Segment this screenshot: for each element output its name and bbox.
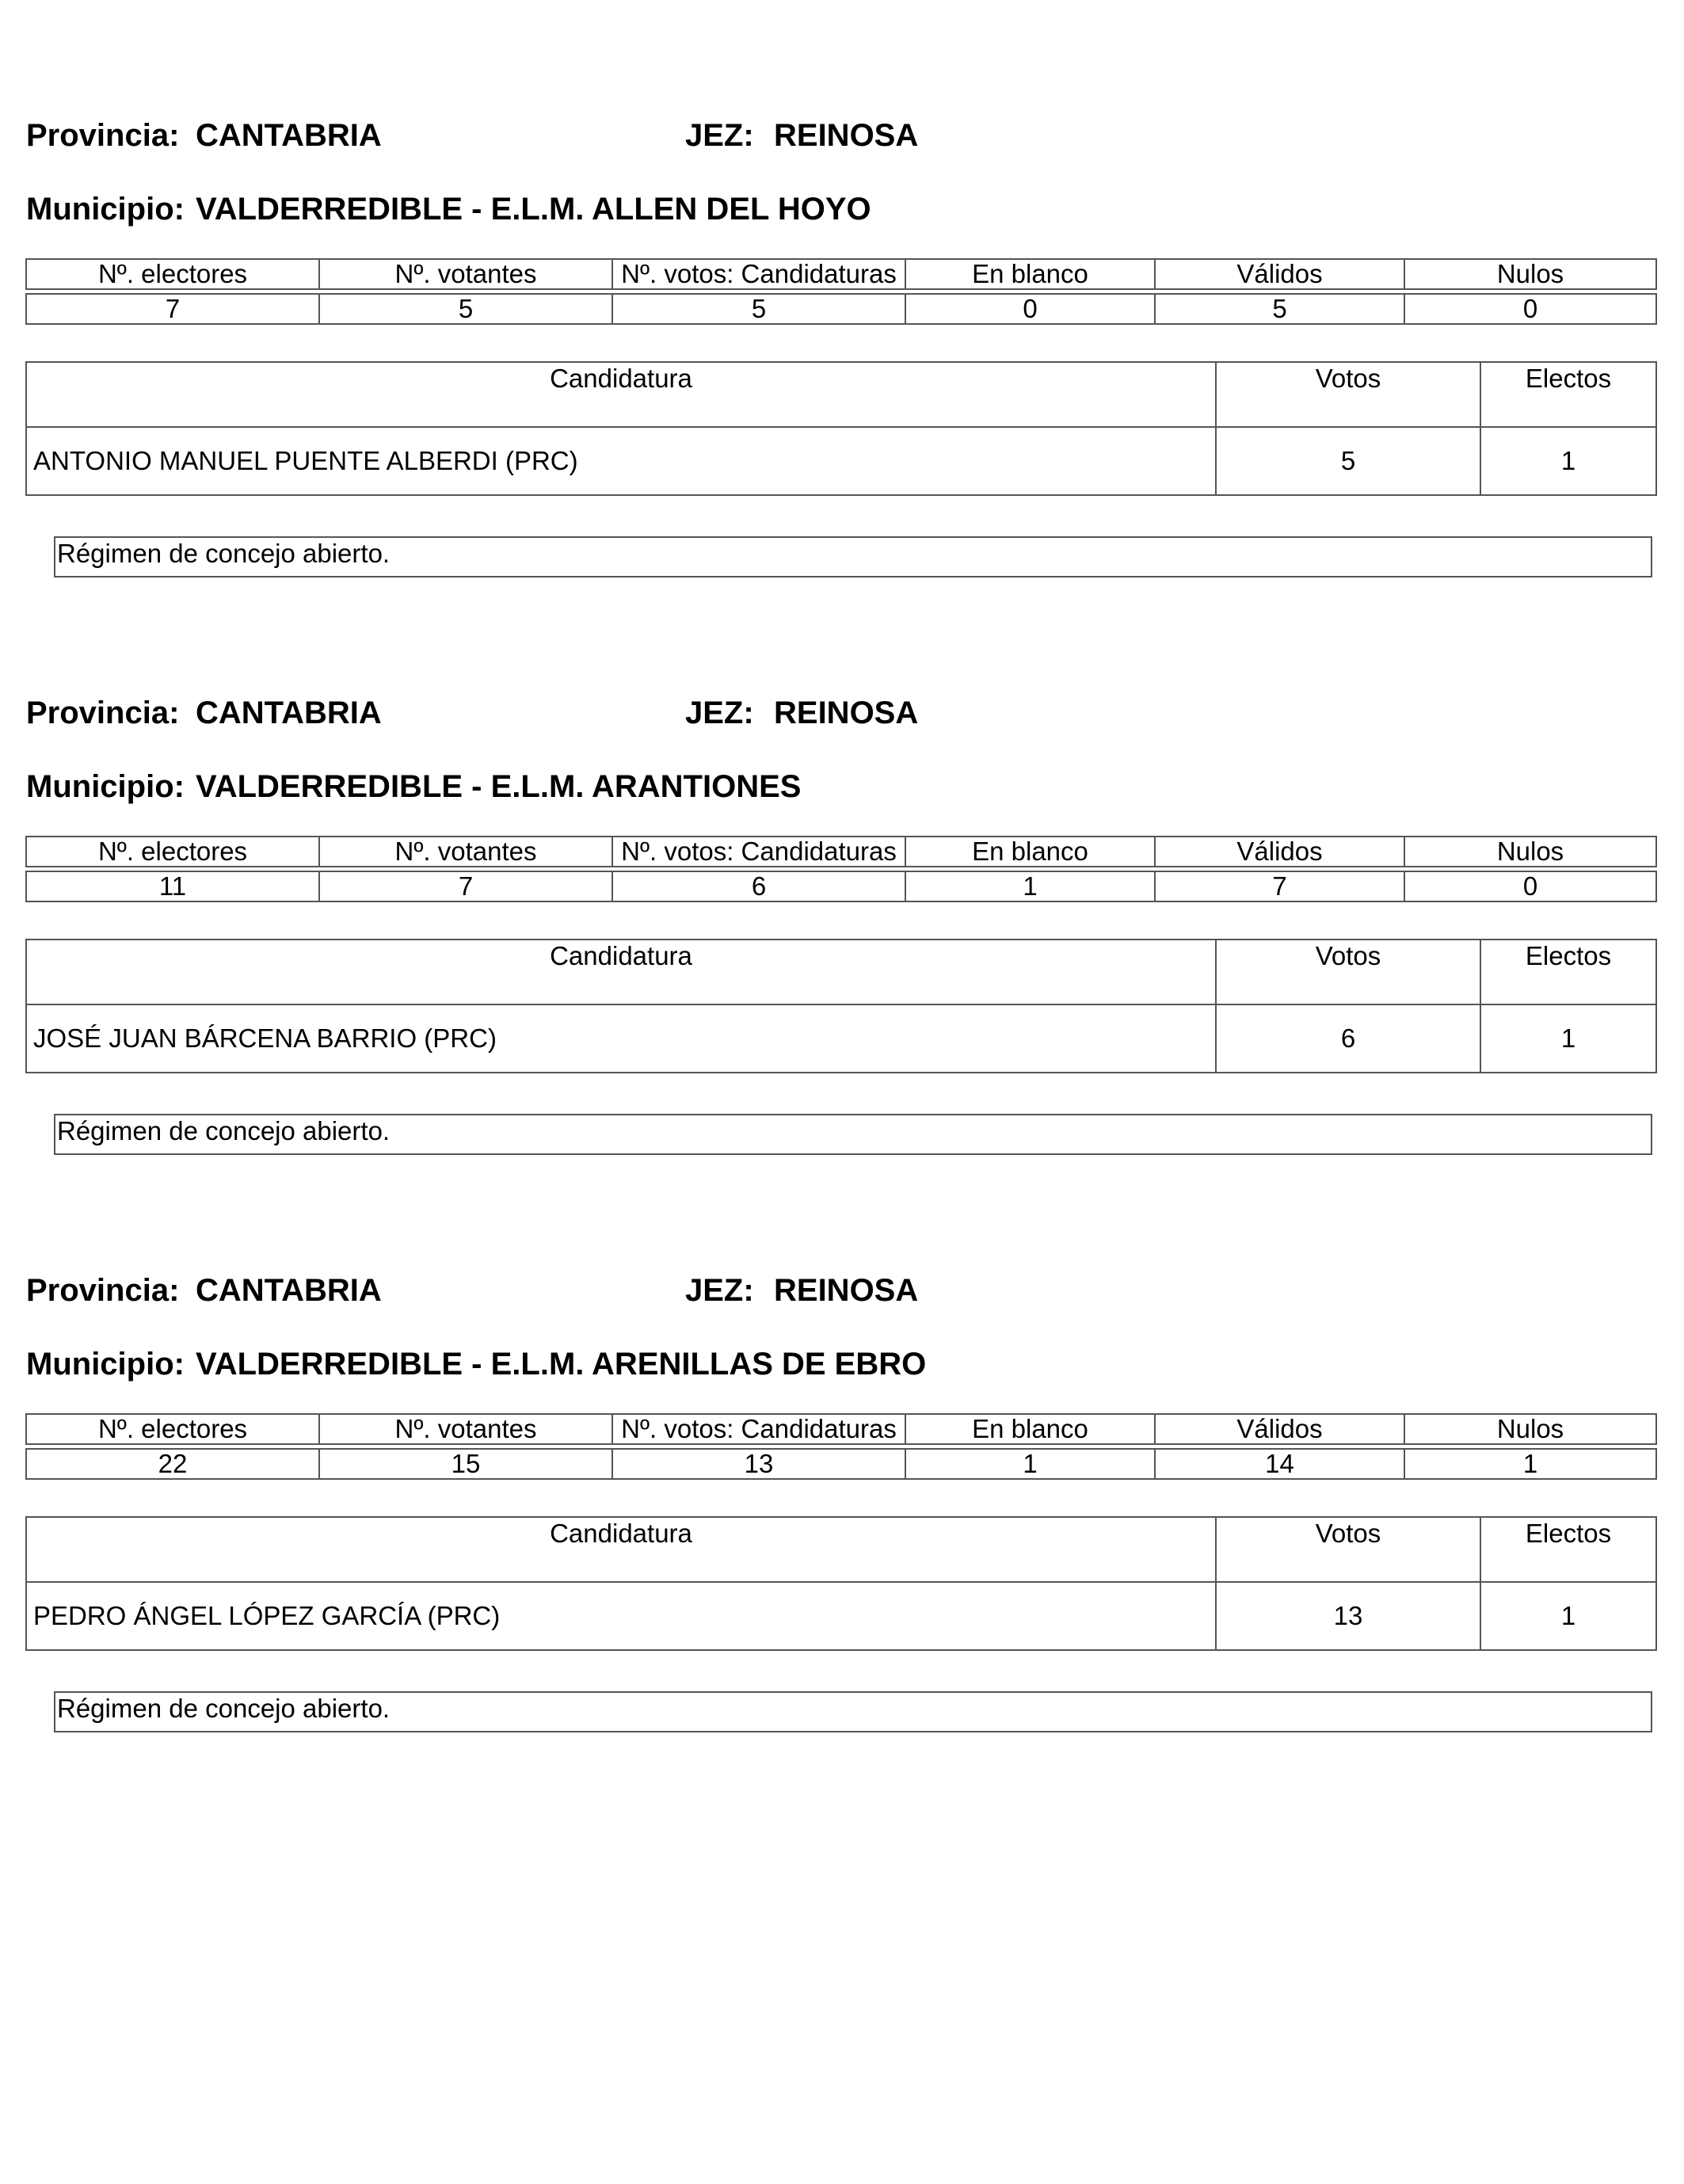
regimen-note: Régimen de concejo abierto.: [54, 536, 1652, 577]
provincia-value: CANTABRIA: [196, 118, 382, 153]
table-row: [26, 1582, 1656, 1650]
value-votos-candidaturas: 13: [612, 1449, 905, 1479]
header-validos: Válidos: [1155, 1414, 1404, 1444]
candidate-votos: 6: [1216, 1004, 1480, 1073]
candidate-name: ANTONIO MANUEL PUENTE ALBERDI (PRC): [26, 427, 1216, 495]
value-en-blanco: 1: [905, 871, 1155, 901]
summary-value-row: [26, 871, 1656, 901]
header-votos-candidaturas: Nº. votos: Candidaturas: [612, 259, 905, 289]
municipio-value: VALDERREDIBLE - E.L.M. ALLEN DEL HOYO: [196, 192, 871, 227]
value-en-blanco: 0: [905, 294, 1155, 324]
candidate-header-row: [26, 362, 1656, 427]
provincia-value: CANTABRIA: [196, 696, 382, 730]
summary-value-row: [26, 294, 1656, 324]
regimen-note: Régimen de concejo abierto.: [54, 1114, 1652, 1155]
regimen-note: Régimen de concejo abierto.: [54, 1691, 1652, 1732]
municipio-label: Municipio:: [26, 769, 185, 804]
header-votos: Votos: [1216, 940, 1480, 1004]
summary-table: [25, 258, 1657, 325]
municipio-label: Municipio:: [26, 192, 185, 227]
header-electos: Electos: [1480, 362, 1656, 427]
summary-header-row: [26, 259, 1656, 289]
header-votos-candidaturas: Nº. votos: Candidaturas: [612, 1414, 905, 1444]
jez-value: REINOSA: [774, 696, 919, 730]
value-validos: 5: [1155, 294, 1404, 324]
value-nulos: 1: [1404, 1449, 1656, 1479]
header-nulos: Nulos: [1404, 837, 1656, 867]
table-row: [26, 1004, 1656, 1073]
header-electos: Electos: [1480, 1517, 1656, 1582]
summary-value-row: [26, 1449, 1656, 1479]
header-votos: Votos: [1216, 1517, 1480, 1582]
candidate-electos: 1: [1480, 1582, 1656, 1650]
candidate-name: JOSÉ JUAN BÁRCENA BARRIO (PRC): [26, 1004, 1216, 1073]
header-validos: Válidos: [1155, 259, 1404, 289]
header-nulos: Nulos: [1404, 259, 1656, 289]
candidate-name: PEDRO ÁNGEL LÓPEZ GARCÍA (PRC): [26, 1582, 1216, 1650]
candidate-header-row: [26, 1517, 1656, 1582]
summary-table: [25, 836, 1657, 902]
value-votos-candidaturas: 6: [612, 871, 905, 901]
candidate-table: [25, 939, 1657, 1073]
provincia-label: Provincia:: [26, 118, 180, 153]
value-electores: 7: [26, 294, 319, 324]
candidate-electos: 1: [1480, 427, 1656, 495]
header-votantes: Nº. votantes: [319, 259, 612, 289]
value-electores: 11: [26, 871, 319, 901]
value-electores: 22: [26, 1449, 319, 1479]
header-votos: Votos: [1216, 362, 1480, 427]
header-candidatura: Candidatura: [26, 362, 1216, 427]
summary-header-row: [26, 837, 1656, 867]
value-votantes: 5: [319, 294, 612, 324]
header-en-blanco: En blanco: [905, 259, 1155, 289]
candidate-table: [25, 1516, 1657, 1651]
jez-value: REINOSA: [774, 1273, 919, 1308]
value-en-blanco: 1: [905, 1449, 1155, 1479]
value-nulos: 0: [1404, 294, 1656, 324]
header-nulos: Nulos: [1404, 1414, 1656, 1444]
value-validos: 7: [1155, 871, 1404, 901]
summary-header-row: [26, 1414, 1656, 1444]
candidate-votos: 5: [1216, 427, 1480, 495]
summary-table: [25, 1413, 1657, 1480]
header-candidatura: Candidatura: [26, 940, 1216, 1004]
header-en-blanco: En blanco: [905, 837, 1155, 867]
candidate-table: [25, 361, 1657, 496]
municipio-label: Municipio:: [26, 1347, 185, 1382]
header-electores: Nº. electores: [26, 1414, 319, 1444]
result-block: [0, 1155, 1684, 1733]
value-votantes: 15: [319, 1449, 612, 1479]
value-votos-candidaturas: 5: [612, 294, 905, 324]
header-votos-candidaturas: Nº. votos: Candidaturas: [612, 837, 905, 867]
value-nulos: 0: [1404, 871, 1656, 901]
header-en-blanco: En blanco: [905, 1414, 1155, 1444]
provincia-label: Provincia:: [26, 696, 180, 730]
candidate-votos: 13: [1216, 1582, 1480, 1650]
jez-label: JEZ:: [685, 118, 754, 153]
candidate-electos: 1: [1480, 1004, 1656, 1073]
result-block: [0, 577, 1684, 1156]
header-electores: Nº. electores: [26, 259, 319, 289]
table-row: [26, 427, 1656, 495]
value-votantes: 7: [319, 871, 612, 901]
provincia-label: Provincia:: [26, 1273, 180, 1308]
municipio-value: VALDERREDIBLE - E.L.M. ARENILLAS DE EBRO: [196, 1347, 927, 1382]
header-votantes: Nº. votantes: [319, 1414, 612, 1444]
jez-value: REINOSA: [774, 118, 919, 153]
jez-label: JEZ:: [685, 1273, 754, 1308]
header-electores: Nº. electores: [26, 837, 319, 867]
header-validos: Válidos: [1155, 837, 1404, 867]
municipio-value: VALDERREDIBLE - E.L.M. ARANTIONES: [196, 769, 802, 804]
jez-label: JEZ:: [685, 696, 754, 730]
candidate-header-row: [26, 940, 1656, 1004]
result-block: [0, 0, 1684, 578]
provincia-value: CANTABRIA: [196, 1273, 382, 1308]
header-candidatura: Candidatura: [26, 1517, 1216, 1582]
value-validos: 14: [1155, 1449, 1404, 1479]
header-electos: Electos: [1480, 940, 1656, 1004]
header-votantes: Nº. votantes: [319, 837, 612, 867]
